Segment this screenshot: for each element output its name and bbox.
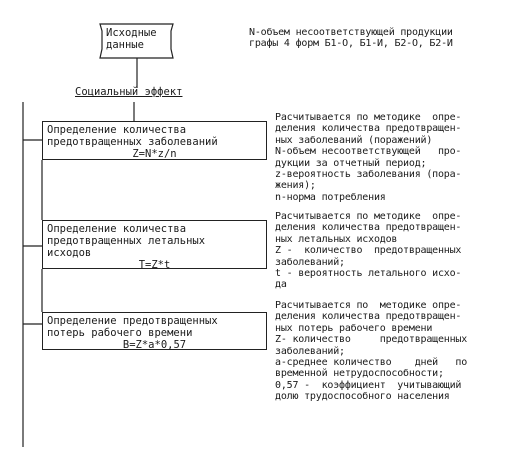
step-formula-1: Z=N*z/n [132,148,177,160]
step-formula-2: T=Z*t [138,259,171,271]
step-box-3 [42,312,267,350]
step-title-2: Определение количества предотвращенных летальных исходов [47,223,206,259]
section-label: Социальный эффект [75,86,183,98]
source-box-line2: данные [106,39,144,51]
step-note-2: Расчитывается по методике опре- деления количества предотвращен- ных летальных исходов Z - количество предотвращенных заболеваний; t - вероятность летального исхо- да [275,211,462,291]
step-box-1 [42,121,267,160]
source-box-text [106,27,157,51]
step-box-2 [42,220,267,269]
step-title-3: Определение предотвращенных потерь рабочего времени [47,315,218,339]
step-note-1: Расчитывается по методике опре- деления количества предотвращен- ных заболеваний (поражений) N-объем несоответствующей про- дукции за отчетный период; z-вероятность заболевания (пора- жения); n-норма потребления [275,112,462,203]
source-box-line1: Исходные [106,27,157,39]
step-formula-3: B=Z*a*0,57 [122,339,187,351]
step-note-3: Расчитывается по методике опре- деления количества предотвращен- ных потерь рабочего времени Z- количество предотвращенных заболеваний; а-среднее количество дней по временной нетрудоспособности; 0,57 - коэффициент учитывающий долю трудоспособного населения [275,300,468,403]
source-note: N-объем несоответствующей продукции графы 4 форм Б1-О, Б1-И, Б2-О, Б2-И [249,27,453,50]
step-title-1: Определение количества предотвращенных заболеваний [47,124,218,148]
